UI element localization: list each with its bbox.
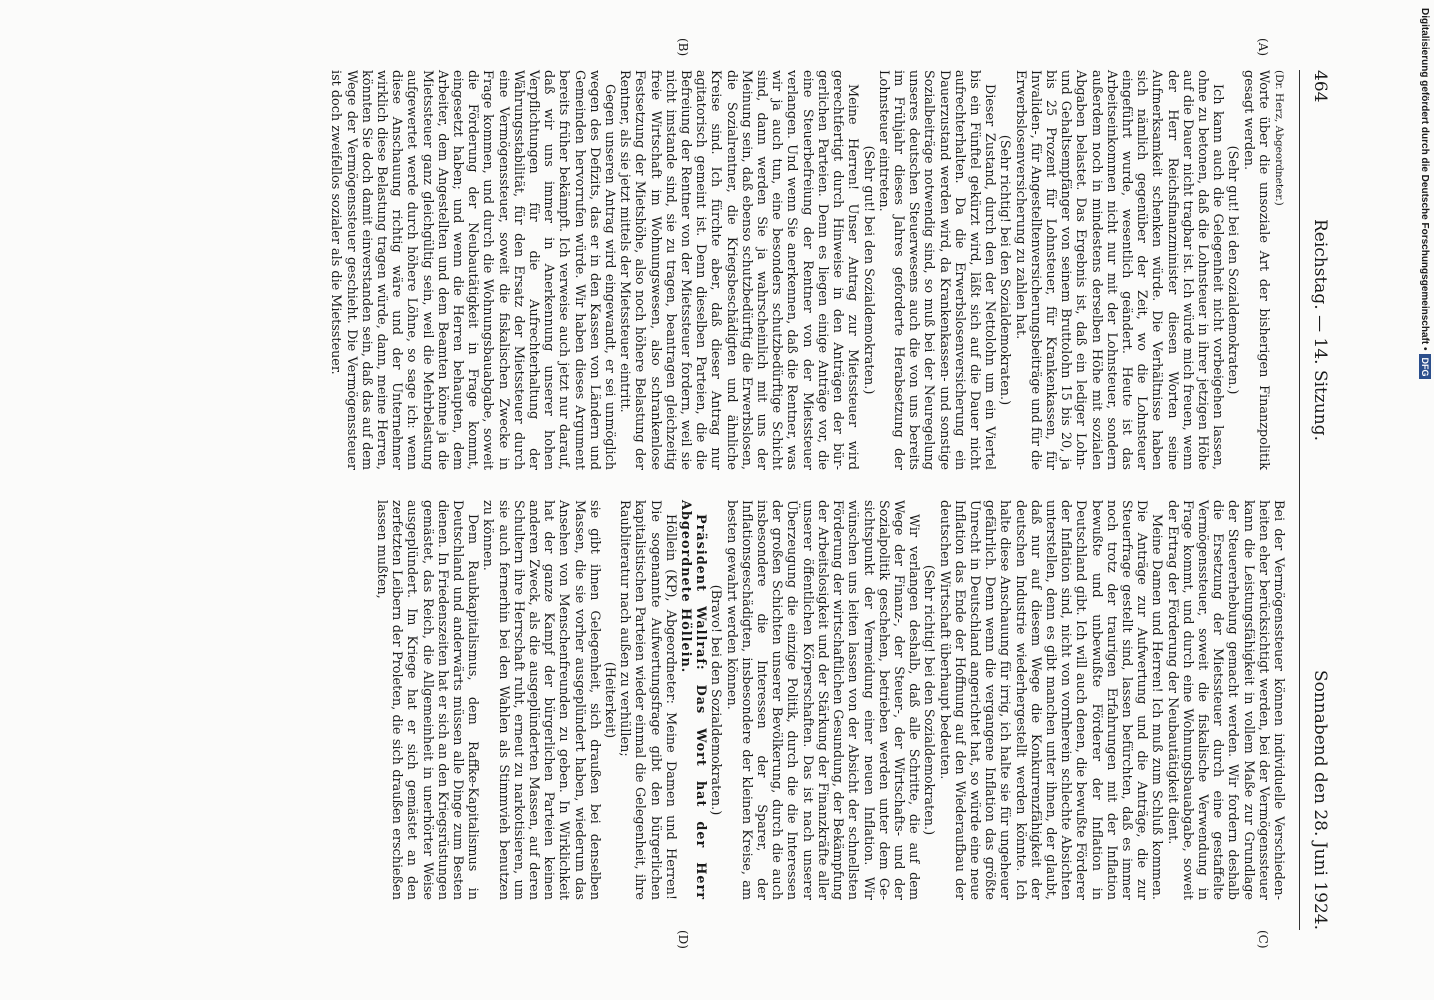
dfg-logo: DFG bbox=[1419, 354, 1431, 379]
page-header bbox=[1300, 70, 1330, 930]
digitization-text: Digitalisierung gefördert durch die Deutsche Forschungsgemeinschaft • bbox=[1419, 8, 1431, 351]
paragraph: Meine Damen und Herren! Ich muß zum Schluß kommen. Die Anträge zur Aufwertung und die Anträge, die zur Steuerfrage gestellt sind, lassen befürchten, daß es immer noch trotz der traurigen Erfahrungen mit der Inflation bewußte und unbewußte Förderer der Inflation in Deutschland gibt. Ich will auch denen, die bewußte Förderer der Inflation sind, nicht von vornherein schlechte Absichten unterstellen, denn es gibt manchen unter ihnen, der glaubt, daß nur auf diesem Wege die Konkurrenzfähigkeit der deutschen Industrie wiederhergestellt werden könnte. Ich halte diese Anschauung für irrig, ich halte sie für ungeheuer gefährlich. Denn wenn die vergangene Inflation das größte Unrecht in Deutschland angerichtet hat, so würde eine neue Inflation das Ende der Hoffnung auf den Wiederaufbau der deutschen Wirtschaft überhaupt bedeuten. bbox=[936, 500, 1165, 900]
margin-mark-b: (B) bbox=[676, 38, 690, 57]
paragraph: Bei der Vermögenssteuer können individuelle Verschiedenheiten eher berücksichtigt werden, bei der Vermögenssteuer kann die Leistungsfähigkeit in vollem Maße zur Grundlage der Steuererhebung gemacht werden. Wir fordern deshalb die Ersetzung der Mietssteuer durch eine gestaffelte Vermögenssteuer, soweit die fiskalische Verwendung in Frage kommt, und durch eine Wohnungsbauabgabe, soweit der Ertrag der Förderung der Neubautätigkeit dient. bbox=[1164, 500, 1286, 900]
margin-mark-d: (D) bbox=[676, 930, 690, 949]
margin-mark-a: (A) bbox=[1256, 38, 1270, 57]
margin-mark-c: (C) bbox=[1256, 930, 1270, 949]
paragraph: Meine Herren! Unser Antrag zur Mietssteuer wird gerechtfertigt durch Hinweise in den Anträgen der bürgerlichen Parteien. Denn es liegen einige Anträge vor, die eine Steuerbefreiung der Rentner von der Mietssteuer verlangen. Und wenn Sie anerkennen, daß die Rentner, was wir ja auch tun, eine besonders schutzbedürftige Schicht sind, dann werden Sie ja wahrscheinlich mit uns der Meinung sein, daß ebenso schutzbedürftig die Erwerbslosen, die Sozialrentner, die Kriegsbeschädigten und ähnliche Kreise sind. Ich fürchte aber, daß dieser Antrag nur agitatorisch gemeint ist. Denn dieselben Parteien, die die Befreiung der Rentner von der Mietssteuer fordern, weil sie nicht imstande sind, sie zu tragen, beantragen gleichzeitig freie Wirtschaft im Wohnungswesen, also schrankenlose Festsetzung der Mietshöhe, also noch höhere Belastung der Rentner, als sie jetzt mittels der Mietssteuer eintritt. bbox=[617, 70, 861, 470]
digitization-note bbox=[1418, 8, 1432, 993]
session-title: Reichstag. — 14. Sitzung. bbox=[1310, 218, 1330, 442]
speaker-note: (Dr. Herz, Abgeordneter.) bbox=[1273, 70, 1285, 206]
page-number: 464 bbox=[1310, 70, 1330, 103]
reaction: (Heiterkeit) bbox=[602, 661, 618, 739]
paragraph: Gegen unseren Antrag wird eingewandt, er sei unmöglich wegen des Defizits, das er in den Kassen von Ländern und Gemeinden hervorrufen würde. Wir haben dieses Argument bereits früher bekämpft. Ich verweise auch jetzt nur darauf, daß wir uns immer in Anerkennung unserer hohen Verpflichtungen für die Aufrechterhaltung der Währungsstabilität, für den Ersatz der Mietssteuer durch eine Vermögenssteuer, soweit die fiskalischen Zwecke in Frage kommen, und durch die Wohnungsbauabgabe, soweit die Förderung der Neubautätigkeit in Frage kommt, eingesetzt haben; und wenn die Herren behaupten, dem Arbeiter, dem Angestellten und dem Beamten könne ja die Mietssteuer ganz gleichgültig sein, weil die Mehrbelastung aufgewertet werde durch höhere Löhne, so sage ich: wenn diese Anschauung richtig wäre und der Unternehmer wirklich diese Belastung tragen würde, dann, meine Herren, könnten Sie doch damit einverstanden sein, daß das auf dem Wege der Vermögenssteuer geschieht. Die Vermögenssteuer ist doch zweifellos sozialer als die Mietssteuer. bbox=[328, 70, 618, 470]
header-rule bbox=[1299, 70, 1300, 930]
right-column bbox=[374, 500, 1286, 900]
reaction: (Sehr gut! bei den Sozialdemokraten.) bbox=[1225, 145, 1241, 395]
rotated-sheet bbox=[30, 20, 1330, 960]
president-statement: Präsident Wallraf: Das Wort hat der Herr Abgeordnete Höllein. bbox=[678, 500, 709, 900]
paragraph: Ich kann auch die Gelegenheit nicht vorbeigehen lassen, ohne zu betonen, daß die Lohnsteuer in ihrer jetzigen Höhe auf die Dauer nicht tragbar ist. Ich würde mich freuen, wenn der Herr Reichsfinanzminister diesen Worten seine Aufmerksamkeit schenken würde. Die Verhältnisse haben sich nämlich gegenüber der Zeit, wo die Lohnsteuer eingeführt wurde, wesentlich geändert. Heute ist das Arbeitseinkommen nicht nur mit der Lohnsteuer, sondern außerdem noch in mindestens derselben Höhe mit sozialen Abgaben belastet. Das Ergebnis ist, daß ein lediger Lohn- und Gehaltsempfänger von seinem Bruttolohn 15 bis 20, ja bis 25 Prozent für Lohnsteuer, für Krankenkassen, für Invaliden-, für Angestelltenversicherungsbeiträge und für die Erwerbslosenversicherung zu zahlen hat. bbox=[1012, 70, 1226, 470]
reaction: (Bravo! bei den Sozialdemokraten.) bbox=[708, 584, 724, 816]
session-date: Sonnabend den 28. Juni 1924. bbox=[1310, 669, 1330, 930]
paragraph: Dem Raubkapitalismus, dem Raffke-Kapitalismus in Deutschland und anderwärts müssen alle Dinge zum Besten dienen. In Friedenszeiten hat er sich an den Kriegsrüstungen gemästet, das Reich, die Allgemeinheit in unerhörter Weise ausgeplündert. Im Kriege hat er sich gemästet an den zerfetzten Leibern der Proleten, die sich draußen erschießen lassen mußten, bbox=[374, 500, 481, 900]
paragraph: Wir verlangen deshalb, daß alle Schritte, die auf dem Wege der Finanz-, der Steuer-, der Wirtschafts- und der Sozialpolitik geschehen, betrieben werden unter dem Gesichtspunkt der Vermeidung einer neuen Inflation. Wir wünschen uns leiten lassen von der Absicht der schnellsten Förderung der wirtschaftlichen Gesundung, der Bekämpfung der Arbeitslosigkeit und der Stärkung der Finanzkräfte aller unserer öffentlichen Körperschaften. Das ist nach unserer Überzeugung die einzige Politik, durch die die Interessen der großen Schichten unserer Bevölkerung, durch die auch insbesondere die Interessen der Sparer, der Inflationsgeschädigten, insbesondere der kleinen Kreise, am besten gewahrt werden können. bbox=[723, 500, 922, 900]
paragraph: sie gibt ihnen Gelegenheit, sich draußen bei denselben Massen, die sie vorher ausgeplündert haben, wiederum das Ansehen von Menschenfreunden zu geben. In Wirklichkeit hat der ganze Kampf der bürgerlichen Parteien keinen anderen Zweck, als die ausgeplünderten Massen, auf deren Schultern ihre Herrschaft ruht, erneut zu narkotisieren, um sie auch fernerhin bei den Wahlen als Stimmvieh benutzen zu können. bbox=[480, 500, 602, 900]
reaction: (Sehr richtig! bei den Sozialdemokraten.) bbox=[997, 134, 1013, 406]
paragraph: Worte über die unsoziale Art der bisherigen Finanzpolitik gesagt werden. bbox=[1240, 70, 1271, 470]
left-column bbox=[328, 70, 1286, 470]
reaction: (Sehr gut! bei den Sozialdemokraten.) bbox=[860, 145, 876, 395]
paragraph: Höllein (KP), Abgeordneter: Meine Damen und Herren! Die sogenannte Aufwertungsfrage gibt den bürgerlichen kapitalistischen Parteien wieder einmal die Gelegenheit, ihre Raubliteratur nach außen zu verhüllen; bbox=[617, 500, 678, 900]
paragraph: Dieser Zustand, durch den der Nettolohn um ein Viertel bis ein Fünftel gekürzt wird, läßt sich auf die Dauer nicht aufrechterhalten. Da die Erwerbslosenversicherung ein Dauerzustand werden wird, da Krankenkassen- und sonstige Sozialbeiträge notwendig sind, so muß bei der Neuregelung unseres deutschen Steuerwesens auch die von uns bereits im Frühjahr dieses Jahres geforderte Herabsetzung der Lohnsteuer eintreten. bbox=[875, 70, 998, 470]
reaction: (Sehr richtig! bei den Sozialdemokraten.) bbox=[921, 564, 937, 836]
